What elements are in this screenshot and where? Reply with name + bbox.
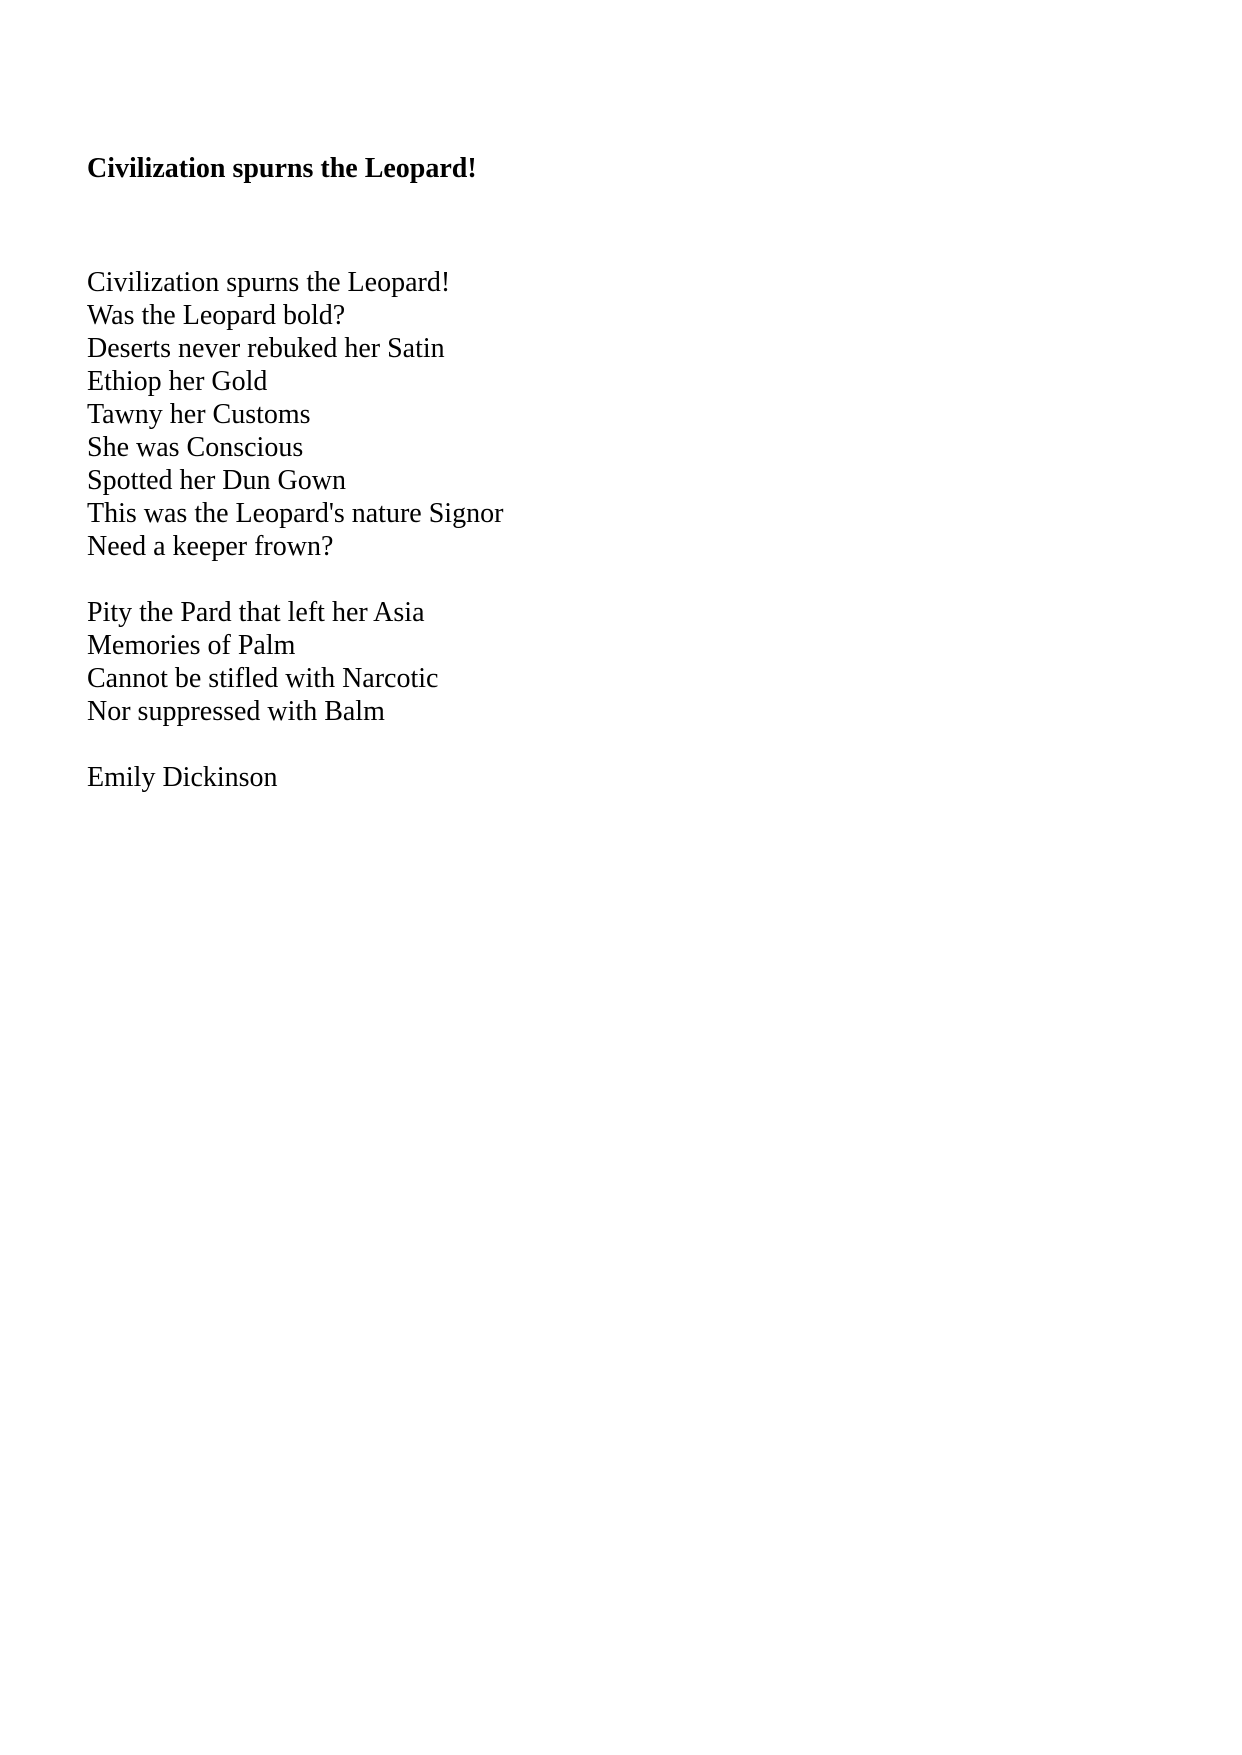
poem-line: Spotted her Dun Gown [87,465,346,496]
poem-line: Tawny her Customs [87,399,311,430]
author-name: Emily Dickinson [87,762,278,793]
poem-line: Pity the Pard that left her Asia [87,597,425,628]
stanza-1 [87,266,503,563]
poem-line: Ethiop her Gold [87,366,268,397]
poem-line: Nor suppressed with Balm [87,696,385,727]
poem-line: Need a keeper frown? [87,531,334,562]
poem-line: Civilization spurns the Leopard! [87,267,451,298]
poem-line: This was the Leopard's nature Signor [87,498,504,529]
poem-body [87,266,503,794]
poem-line: Memories of Palm [87,630,296,661]
poem-line: She was Conscious [87,432,304,463]
poem-line: Was the Leopard bold? [87,300,346,331]
poem-title: Civilization spurns the Leopard! [87,153,477,184]
stanza-2 [87,596,503,728]
poem-line: Cannot be stifled with Narcotic [87,663,439,694]
poem-line: Deserts never rebuked her Satin [87,333,445,364]
